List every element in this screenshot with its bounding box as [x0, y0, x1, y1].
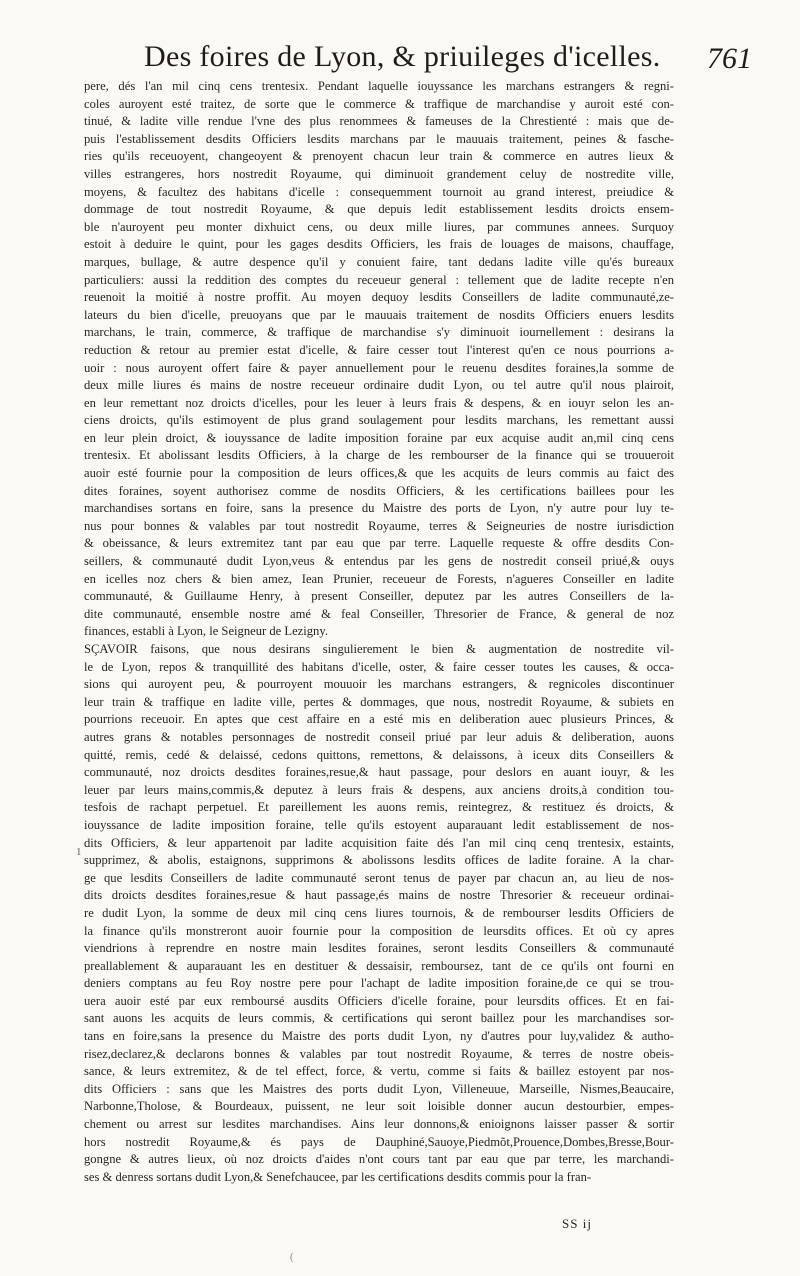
text-line: pourrions receuoir. En aptes que cest affaire en a esté mis en deliberation auec plusieurs Princes, & [84, 712, 674, 727]
margin-mark: 1 [76, 846, 82, 858]
text-line: risez,declarez,& declarons bonnes & valables par tout nostredit Royaume, & terres de nostre obeis- [84, 1046, 674, 1061]
text-line: moyens, & facultez des habitans d'icelle : consequemment tournoit au grand interest, preiudice & [84, 184, 674, 199]
text-line: viendrions à reprendre en nostre main lesdites foraines, seront lesdits Conseillers & communauté [84, 941, 674, 956]
text-line: dites foraines, soyent authorisez comme de nosdits Officiers, & les certifications baillees pour les [84, 483, 674, 498]
text-line: supprimez, & abolis, estaignons, supprimons & abolissons lesdits offices de ladite foraine. A la char- [84, 853, 674, 868]
text-line: quitté, remis, cedé & delaissé, cedons quittons, remettons, & delaissons, à iceux dits Conseillers & [84, 747, 674, 762]
text-line: trentesix. Et abolissant lesdits Officiers, à la charge de les rembourser de la finance qui se trouueroit [84, 448, 674, 463]
text-line: coles auroyent esté traitez, de sorte que le commerce & traffique de marchandise y auroit esté con- [84, 96, 674, 111]
text-line: nus pour bonnes & valables par tout nostredit Royaume, terres & Seigneuries de nostre iurisdiction [84, 518, 674, 533]
text-line: dits Officiers : sans que les Maistres des ports dudit Lyon, Villeneuue, Marseille, Nismes,Beaucaire, [84, 1081, 674, 1096]
text-line: Narbonne,Tholose, & Bourdeaux, puissent, ne leur soit loisible donner aucun destourbier, empes- [84, 1099, 674, 1114]
text-line: ries qu'ils receuoyent, changeoyent & prenoyent chacun leur train & commerce en autres lieux & [84, 149, 674, 164]
text-line: dits Officiers, & leur appartenoit par ladite acquisition faite dés l'an mil cinq cenq trentesix, estaints, [84, 835, 674, 850]
text-line: reduction & retour au premier estat d'icelle, & faire cesser tout l'interest qu'en ce nous pourrions a- [84, 342, 674, 357]
text-line: dite communauté, ensemble nostre amé & feal Conseiller, Thresorier de France, & general de noz [84, 606, 674, 621]
text-line: reuenoit la moitié à nostre proffit. Au moyen dequoy lesdits Conseillers de ladite communauté,ze- [84, 290, 674, 305]
body-text [84, 78, 674, 1186]
text-line: seillers, & communauté dudit Lyon,veus & entendus par les gens de nostredit conseil priué,& ouys [84, 554, 674, 569]
text-line: puis l'establissement desdits Officiers lesdits marchans par le mauuais traitement, peines & fasche- [84, 131, 674, 146]
text-line: ciens droicts, qu'ils estimoyent de plus grand soulagement pour lesdits marchans, les remettant aussi [84, 413, 674, 428]
text-line: sance, & leurs extremitez, & de tel effect, force, & vertu, comme si faits & baillez estoyent par nos- [84, 1064, 674, 1079]
text-line: uoir : nous auroyent offert faire & payer annuellement pour le reuenu desdites foraines,la somme de [84, 360, 674, 375]
text-line: leur train & traffique en ladite ville, pertes & dommages, que nous, nostredit Royaume, & subiets en [84, 694, 674, 709]
text-line: gongne & autres lieux, où noz droicts d'aides n'ont cours tant par eau que par terre, les marchandi- [84, 1152, 674, 1167]
text-line: communauté, noz droicts desdites foraines,resue,& haut passage, pour deslors en auant iouyr, & les [84, 765, 674, 780]
text-line: iouyssance de ladite imposition foraine, telle qu'ils estoyent auparauant ledit establissement de nos- [84, 817, 674, 832]
text-line: le de Lyon, repos & tranquillité des habitans d'icelle, oster, & faire cesser toutes les causes, & occa- [84, 659, 674, 674]
running-title: Des foires de Lyon, & priuileges d'icelles. [144, 40, 661, 73]
text-line: ge que lesdits Conseillers de ladite communauté seront tenus de payer par chacun an, au lieu de nos- [84, 870, 674, 885]
text-line: sant auons les acquits de leurs commis, & certifications qui seront baillez pour les marchandises sor- [84, 1011, 674, 1026]
text-line: ses & denress sortans dudit Lyon,& Senefchaucee, par les certifications desdits commis pour la fran- [84, 1169, 592, 1184]
text-line: particuliers: aussi la reddition des comptes du receueur general : tellement que de ladite recepte n'en [84, 272, 674, 287]
text-line: dits droicts desdites foraines,resue & haut passage,és mains de nostre Thresorier & receueur ordinai- [84, 888, 674, 903]
signature-mark: SS ij [562, 1216, 592, 1231]
text-line: auoir esté fournie pour la composition de leurs offices,& que les acquits de leurs commis au faict des [84, 466, 674, 481]
text-line: marchandises sortans en foire, sans la presence du Maistre des ports de Lyon, n'y autre pour luy te- [84, 501, 674, 516]
text-line: chement ou arrest sur lesdites marchandises. Ains leur donnons,& enioignons laisser passer & sortir [84, 1117, 674, 1132]
text-line: en leur plein droict, & iouyssance de ladite imposition foraine par eux acquise audit an,mil cinq cens [84, 430, 674, 445]
text-line: en leur remettant noz droicts d'icelles, pour les leuer à leurs frais & despens, & en iouyr selon les an- [84, 395, 674, 410]
text-line: tans en foire,sans la presence du Maistre des ports dudit Lyon, ny d'autres pour luy,validez & autho- [84, 1029, 674, 1044]
text-line: tesfois de rachapt perpetuel. Et pareillement les auons remis, reintegrez, & restituez és droicts, & [84, 800, 674, 815]
text-line: deniers comptans au feu Roy nostre pere pour l'achapt de ladite imposition foraine,de ce qui se trou- [84, 976, 674, 991]
text-line: dommage de tout nostredit Royaume, & que depuis ledit establissement lesdits droicts ensem- [84, 202, 674, 217]
text-line: hors nostredit Royaume,& és pays de Dauphiné,Sauoye,Piedmõt,Prouence,Dombes,Bresse,Bour- [84, 1134, 674, 1149]
text-line: SÇAVOIR faisons, que nous desirans singulierement le bien & augmentation de nostredite vil- [84, 642, 674, 656]
text-line: leuer par leurs mains,commis,& deputez à leurs frais & despens, aux anciens droits,à condition tou- [84, 782, 674, 797]
folio-number: 761 [707, 42, 752, 75]
text-line: pere, dés l'an mil cinq cens trentesix. Pendant laquelle iouyssance les marchans estrangers & regni- [84, 79, 674, 93]
text-line: marchans, le train, commerce, & traffique de marchandise s'y diminuoit iournellement : desirans la [84, 325, 674, 340]
text-line: preallablement & auparauant les en destituer & dessaisir, remboursez, tant de ce qu'ils ont fourni en [84, 958, 674, 973]
text-line: re dudit Lyon, la somme de deux mil cinq cens liures tournois, & de rembourser lesdits Officiers de [84, 905, 674, 920]
text-line: finances, establi à Lyon, le Seigneur de Lezigny. [84, 624, 328, 639]
text-line: en icelles noz chers & bien amez, Iean Prunier, receueur de Forests, n'agueres Conseiller en ladite [84, 571, 674, 586]
text-line: ble n'auroyent peu monter dixhuict cens, ou deux mille liures, par communes annees. Surquoy [84, 219, 674, 234]
text-line: & obeissance, & leurs extremitez tant par eau que par terre. Laquelle requeste & offre desdits Con- [84, 536, 674, 551]
text-line: marques, bullage, & autre despence qu'il y conuient faire, tant dedans ladite ville qu'és bureaux [84, 254, 674, 269]
text-line: deux mille liures és mains de nostre receueur ordinaire dudit Lyon, ou tel autre qu'il nous plairoit, [84, 378, 674, 393]
text-line: la finance qu'ils monstreront auoir fournie pour la composition de leursdits offices. Et où cy apres [84, 923, 674, 938]
text-line: sions qui auroyent peu, & pourroyent mouuoir les marchans estrangers, & regnicoles discontinuer [84, 677, 674, 692]
bottom-mark: ( [290, 1252, 294, 1263]
text-line: uera auoir esté par eux remboursé ausdits Officiers d'icelle foraine, pour leursdits offices. Et en fai- [84, 993, 674, 1008]
text-line: autres grans & notables personnages de nostredit conseil priué par leur aduis & deliberation, auons [84, 729, 674, 744]
text-line: villes estrangeres, hors nostredit Royaume, qui diminuoit grandement celuy de nostredite ville, [84, 166, 674, 181]
text-line: lateurs du bien d'icelle, preuoyans que par le mauuais traitement de nosdits Officiers enuers lesdits [84, 307, 674, 322]
text-line: estoit à deduire le quint, pour les gages desdits Officiers, les frais de louages de maisons, chauffage, [84, 237, 674, 252]
text-line: tinué, & ladite ville rendue l'vne des plus renommees & fameuses de la Chrestienté : mais que de- [84, 114, 674, 129]
text-line: communauté, & Guillaume Henry, à present Conseiller, deputez par les autres Conseillers de la- [84, 589, 674, 604]
